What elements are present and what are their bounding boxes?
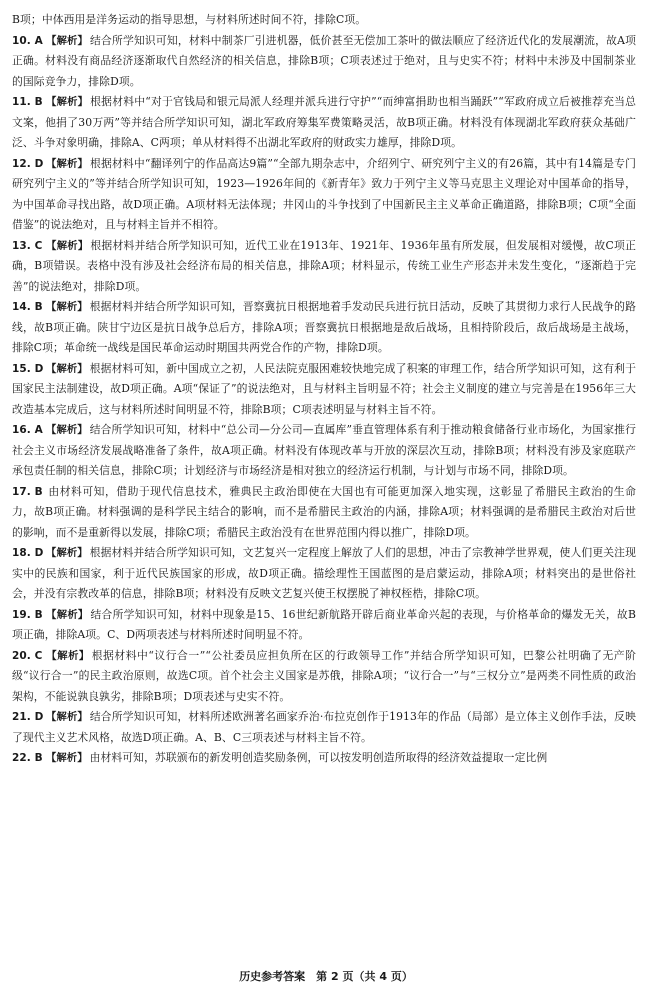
answer-item [12,359,636,421]
question-number: 14. B [12,301,43,313]
answer-item [12,236,636,298]
analysis-tag: 【解析】 [46,711,88,723]
analysis-text: 结合所学知识可知，材料中现象是15、16世纪新航路开辟后商业革命兴起的表现，与价格革命的爆发无关，故B项正确，排除A项。C、D两项表述与材料所述时间明显不符。 [12,607,636,641]
analysis-text: 由材料可知，借助于现代信息技术，雅典民主政治即使在大国也有可能更加深入地实现，这彰显了希腊民主政治的生命力，故B项正确。材料强调的是科学民主结合的影响，而不是希腊民主政治的内涵，排除A项；材料强调的是希腊民主政治对后世的影响，而不是重新得以发展，排除C项；希腊民主政治没有在世界范围内得以推广，排除D项。 [12,484,636,539]
analysis-tag: 【解析】 [46,608,89,621]
analysis-text: 根据材料中“对于官钱局和银元局派人经理并派兵进行守护”“而绅富捐助也相当踊跃”“军政府成立后被推荐充当总文案，他捐了30万两”等并结合所学知识可知，湖北军政府筹集军费策略灵活，故B项正确。材料没有体现湖北军政府获众基础广泛、斗争对象明确，排除A、C两项；单从材料得不出湖北军政府的财政实力雄厚，排除D项。 [12,95,637,149]
analysis-tag: 【解析】 [46,752,88,764]
answer-item [12,420,636,482]
analysis-tag: 【解析】 [46,301,88,313]
answer-item [12,543,636,605]
analysis-tag: 【解析】 [46,424,88,436]
answer-item [12,748,636,769]
continuation-text: B项；中体西用是洋务运动的指导思想，与材料所述时间不符，排除C项。 [12,13,367,26]
analysis-text: 根据材料并结合所学知识可知，晋察冀抗日根据地着手发动民兵进行抗日活动，反映了其贯彻力求行人民战争的路线，故B项正确。陕甘宁边区是抗日战争总后方，排除A项；晋察冀抗日根据地是敌后战场，且相持阶段后，敌后战场是主战场，排除C项；革命统一战线是国民革命运动时期国共两党合作的产物，排除D项。 [12,300,636,354]
analysis-text: 结合所学知识可知，材料中“总公司—分公司—直属库”垂直管理体系有利于推动粮食储备行业市场化，为国家推行社会主义市场经济发展战略准备了条件，故A项正确。材料没有体现改革与开放的深层次互动，排除B项；材料没有涉及家庭联产承包责任制的相关信息，排除C项；计划经济与市场经济是相对独立的经济运行机制，与计划与市场不同，排除D项。 [12,423,636,477]
answer-item [12,482,636,544]
answer-item [12,707,636,748]
analysis-text: 根据材料中“翻译列宁的作品高达9篇”“全部九期杂志中，介绍列宁、研究列宁主义的有26篇，其中有14篇是专门研究列宁主义的”等并结合所学知识可知，1923—1926年间的《新青年》致力于列宁主义等马克思主义理论对中国革命的指导，为中国革命寻找出路，故D项正确。A项材料无法体现；井冈山的斗争找到了中国新民主主义革命正确道路，排除B项；C项“全面借鉴”的说法绝对，且与材料主旨并不相符。 [12,156,637,231]
question-number: 15. D [12,362,44,375]
answer-list [12,31,636,769]
analysis-text: 结合所学知识可知，材料所述欧洲著名画家乔治·布拉克创作于1913年的作品（局部）是立体主义创作手法，反映了现代主义艺术风格，故选D项正确。A、B、C三项表述与材料主旨不符。 [12,710,636,744]
question-number: 12. D [12,157,44,170]
answer-item [12,605,636,646]
analysis-tag: 【解析】 [46,239,89,252]
question-number: 13. C [12,239,43,252]
analysis-tag: 【解析】 [46,34,89,47]
answer-item [12,92,636,154]
analysis-tag: 【解析】 [46,649,90,662]
analysis-tag: 【解析】 [46,547,88,559]
question-number: 11. B [12,96,43,108]
question-number: 10. A [12,34,43,47]
answer-item [12,31,636,93]
question-number: 16. A [12,424,43,436]
analysis-tag: 【解析】 [46,362,88,375]
question-number: 19. B [12,608,43,621]
analysis-tag: 【解析】 [46,157,88,170]
analysis-text: 由材料可知，苏联颁布的新发明创造奖励条例，可以按发明创造所取得的经济效益提取一定比例 [89,751,548,764]
analysis-text: 根据材料并结合所学知识可知，文艺复兴一定程度上解放了人们的思想，冲击了宗教神学世界观，使人们更关注现实中的民族和国家，利于近代民族国家的形成，故D项正确。描绘理性王国蓝图的是启蒙运动，排除A项；材料突出的是世俗社会，并没有宗教改革的信息，排除B项；材料没有反映文艺复兴使王权摆脱了神权桎梏，排除C项。 [12,546,636,600]
answer-item [12,646,636,708]
question-number: 18. D [12,547,44,559]
page-footer: 历史参考答案 第 2 页（共 4 页） [239,970,413,983]
analysis-text: 结合所学知识可知，材料中制茶厂引进机器，低价甚至无偿加工茶叶的做法顺应了经济近代化的发展潮流，故A项正确。材料没有商品经济逐渐取代自然经济的相关信息，排除B项；C项表述过于绝对，且与史实不符；材料中未涉及中国制茶业的国际竞争力，排除D项。 [12,33,636,88]
question-number: 21. D [12,711,44,723]
analysis-text: 根据材料中“议行合一”“公社委员应担负所在区的行政领导工作”并结合所学知识可知，巴黎公社明确了无产阶级“议行合一”的民主政治原则，故选C项。首个社会主义国家是苏俄，排除A项；“议行合一”与“三权分立”是两类不同性质的政治架构，不能说孰良孰劣，排除B项；D项表述与史实不符。 [12,648,636,703]
analysis-text: 根据材料并结合所学知识可知，近代工业在1913年、1921年、1936年虽有所发展，但发展相对缓慢，故C项正确，B项错误。表格中没有涉及社会经济布局的相关信息，排除A项；材料显示，传统工业生产形态并未发生变化，“逐渐趋于完善”的说法绝对，排除D项。 [12,238,636,293]
answer-item [12,297,636,359]
analysis-tag: 【解析】 [46,96,89,108]
question-number: 22. B [12,752,43,764]
analysis-text: 根据材料可知，新中国成立之初，人民法院克服困难较快地完成了积案的审理工作，结合所学知识可知，这有利于国家民主法制建设，故D项正确。A项“保证了”的说法绝对，且与材料主旨明显不符；社会主义制度的建立与完善是在1956年三大改造基本完成后，这与材料所述时间明显不符，排除B项；C项表述明显与材料主旨不符。 [12,361,636,416]
answer-item [12,154,636,236]
question-number: 20. C [12,649,43,662]
question-number: 17. B [12,485,43,498]
